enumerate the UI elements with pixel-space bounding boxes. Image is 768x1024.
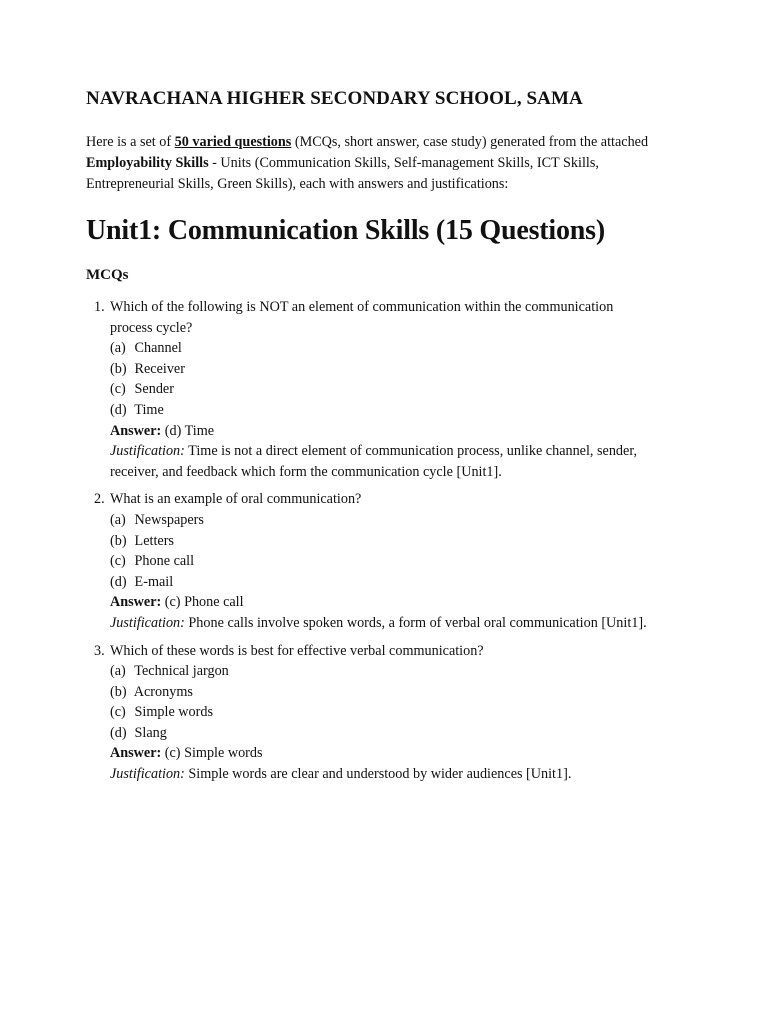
option-text: Sender — [134, 381, 174, 398]
option-letter: (d) — [110, 401, 127, 418]
option-item — [110, 723, 688, 744]
justification-label: Justification: — [110, 614, 185, 631]
justification-line — [110, 613, 688, 634]
justification-label: Justification: — [110, 766, 185, 783]
option-letter: (a) — [110, 511, 126, 528]
option-text: Channel — [134, 340, 182, 357]
justification-text: Phone calls involve spoken words, a form of verbal oral communication [Unit1]. — [188, 614, 647, 631]
option-text: Receiver — [134, 360, 185, 377]
option-item — [110, 572, 688, 593]
intro-subject: Employability Skills — [86, 155, 209, 171]
unit-heading: Unit1: Communication Skills (15 Questions) — [86, 215, 605, 246]
option-text: Acronyms — [133, 683, 193, 700]
school-title: NAVRACHANA HIGHER SECONDARY SCHOOL, SAMA — [86, 88, 583, 109]
option-text: Time — [134, 401, 164, 418]
question-number: 1. — [94, 299, 105, 315]
justification-text: Simple words are clear and understood by wider audiences [Unit1]. — [188, 766, 572, 783]
option-item — [110, 661, 688, 682]
intro-text: - Units (Communication Skills, Self-management Skills, ICT Skills, Entrepreneurial Skills, Green Skills), each with answers and justifications: — [86, 155, 599, 192]
option-item — [110, 510, 688, 531]
question-item — [86, 489, 688, 633]
option-text: E-mail — [134, 573, 174, 590]
answer-label: Answer: — [110, 594, 162, 611]
intro-paragraph — [86, 132, 688, 195]
option-item — [110, 551, 688, 572]
option-text: Slang — [134, 724, 167, 741]
question-number: 2. — [94, 491, 105, 508]
option-letter: (b) — [110, 683, 127, 700]
option-letter: (d) — [110, 573, 127, 590]
answer-text: (d) Time — [164, 422, 215, 439]
answer-text: (c) Simple words — [164, 745, 263, 762]
option-letter: (b) — [110, 532, 127, 549]
option-text: Simple words — [134, 704, 213, 721]
intro-highlight: 50 varied questions — [174, 134, 292, 150]
option-item — [110, 400, 688, 421]
option-list — [110, 338, 688, 420]
intro-text: Here is a set of — [86, 134, 175, 150]
question-text: Which of these words is best for effective verbal communication? — [110, 642, 484, 659]
option-item — [110, 338, 688, 359]
question-text: What is an example of oral communication? — [110, 491, 362, 508]
question-text: Which of the following is NOT an element of communication within the communication process cycle? — [110, 299, 614, 336]
option-item — [110, 379, 688, 400]
option-letter: (a) — [110, 663, 126, 680]
option-item — [110, 359, 688, 380]
answer-text: (c) Phone call — [164, 594, 244, 611]
question-item — [86, 641, 688, 785]
option-item — [110, 682, 688, 703]
option-letter: (d) — [110, 724, 127, 741]
option-letter: (b) — [110, 360, 127, 377]
option-item — [110, 702, 688, 723]
option-list — [110, 661, 688, 743]
intro-text: (MCQs, short answer, case study) generated from the attached — [291, 134, 649, 150]
answer-line — [110, 421, 688, 442]
option-letter: (c) — [110, 381, 126, 398]
section-label: MCQs — [86, 267, 129, 283]
justification-line — [110, 441, 688, 482]
answer-line — [110, 592, 688, 613]
justification-text: Time is not a direct element of communication process, unlike channel, sender, receiver, and feedback which form the communication cycle [Unit1]. — [110, 443, 638, 480]
justification-label: Justification: — [110, 443, 185, 460]
option-text: Phone call — [134, 553, 195, 570]
option-letter: (a) — [110, 340, 126, 357]
option-text: Newspapers — [134, 511, 204, 528]
option-list — [110, 510, 688, 592]
question-number: 3. — [94, 642, 105, 659]
option-letter: (c) — [110, 553, 126, 570]
justification-line — [110, 764, 688, 785]
option-text: Letters — [134, 532, 174, 549]
option-item — [110, 531, 688, 552]
answer-label: Answer: — [110, 745, 162, 762]
question-list — [86, 297, 688, 785]
option-letter: (c) — [110, 704, 126, 721]
answer-label: Answer: — [110, 422, 162, 439]
answer-line — [110, 743, 688, 764]
option-text: Technical jargon — [134, 663, 229, 680]
question-item — [86, 297, 688, 482]
